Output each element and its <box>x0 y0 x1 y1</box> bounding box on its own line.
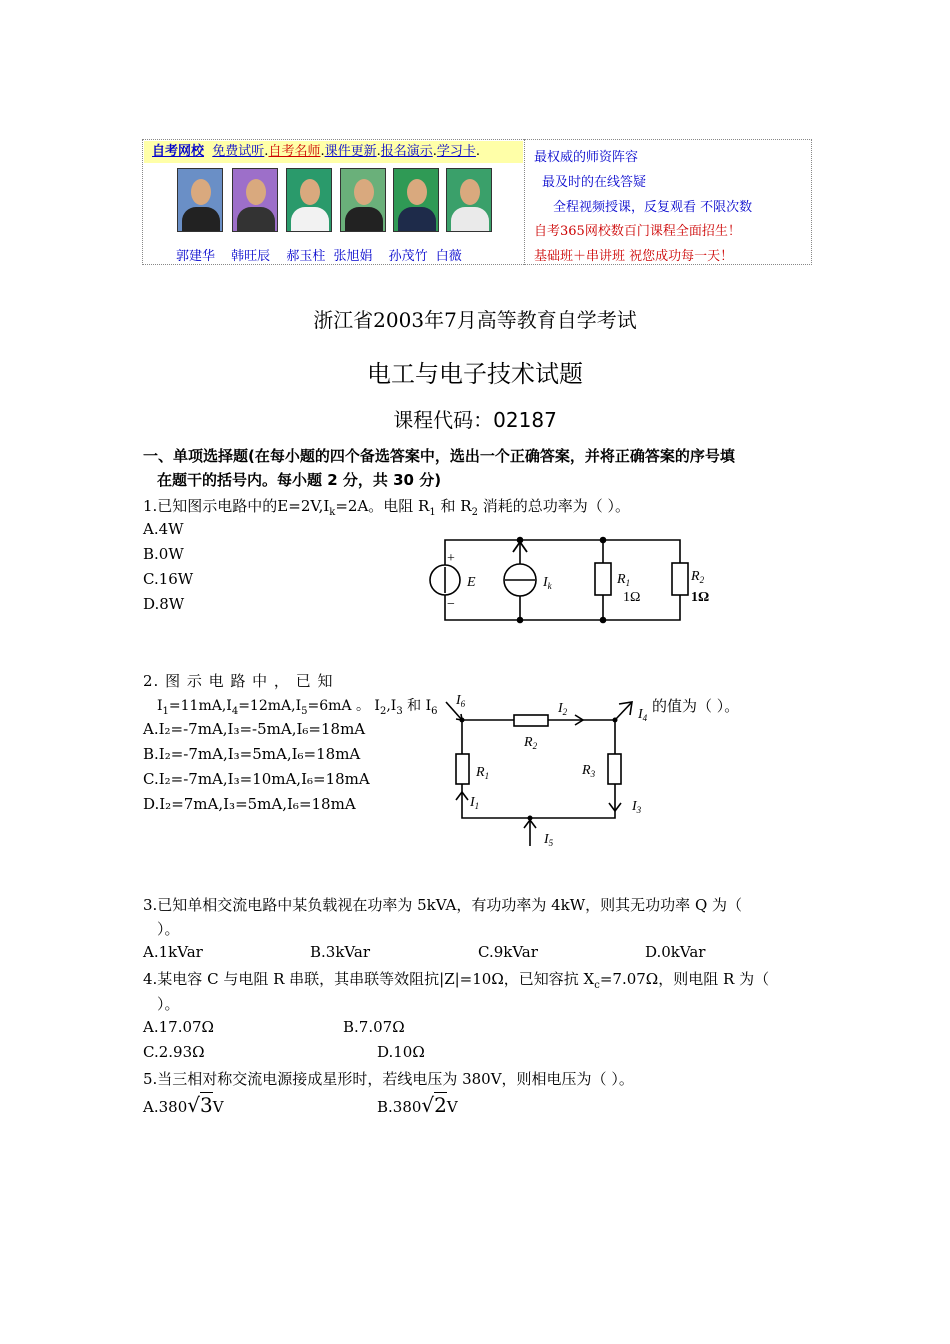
option-c: C.I₂=-7mA,I₃=10mA,I₆=18mA <box>143 770 370 788</box>
circuit-diagram-1 <box>415 530 725 630</box>
link-study-card[interactable]: 学习卡 <box>436 144 476 159</box>
option-a: A.4W <box>143 520 184 538</box>
label-Ik: I <box>543 575 548 590</box>
svg-text:R2: $R_2$ <box>524 735 538 751</box>
question-2-tail: 的值为（ ）。 <box>652 697 740 715</box>
question-3-stem: 3.已知单相交流电路中某负载视在功率为 5kVA，有功功率为 4kW，则其无功功率 Q 为（ <box>143 896 743 914</box>
question-5-stem: 5.当三相对称交流电源接成星形时，若线电压为 380V，则相电压为（ ）。 <box>143 1070 634 1088</box>
question-2-stem: 2. 图 示 电 路 中 ， 已 知 <box>143 672 334 690</box>
question-3-stem-cont: ）。 <box>157 920 180 938</box>
link-zikao-school[interactable]: 自考网校 <box>152 144 205 159</box>
option-b: B.0W <box>143 545 184 563</box>
exam-title: 浙江省2003年7月高等教育自学考试 <box>313 308 637 332</box>
teacher-photo[interactable] <box>446 168 492 232</box>
link-free-trial[interactable]: 免费试听 <box>212 144 265 159</box>
svg-text:R1: $R_1$ <box>617 572 631 588</box>
svg-text:+: + <box>447 551 455 566</box>
banner-slogan: 全程视频授课，反复观看 不限次数 <box>553 200 753 215</box>
teacher-name: 孙茂竹 <box>388 249 428 264</box>
option-b: B.380√2V <box>377 1093 458 1117</box>
svg-text:R2: $R_2$ <box>691 569 705 585</box>
label-E: E <box>467 575 476 590</box>
banner-link-bar: 自考网校 免费试听.自考名师.课件更新.报名演示.学习卡. <box>144 141 523 163</box>
svg-text:I3: $I_3$ <box>632 799 642 815</box>
option-d: D.10Ω <box>377 1043 425 1061</box>
option-a: A.1kVar <box>143 943 203 961</box>
option-b: B.7.07Ω <box>343 1018 405 1036</box>
paper-title: 电工与电子技术试题 <box>367 360 583 388</box>
svg-text:R1: $R_1$ <box>476 765 490 781</box>
link-famous-teachers[interactable]: 自考名师 <box>268 144 321 159</box>
question-4-stem-cont: ）。 <box>157 995 180 1013</box>
option-a: A.380√3V <box>143 1093 224 1117</box>
svg-text:−: − <box>447 597 455 612</box>
section-heading-cont: 在题干的括号内。每小题 2 分，共 30 分) <box>157 471 442 489</box>
option-a: A.I₂=-7mA,I₃=-5mA,I₆=18mA <box>143 720 366 738</box>
label-R1-value: 1Ω <box>623 590 641 605</box>
circuit-diagram-2 <box>440 688 660 853</box>
option-c: C.9kVar <box>478 943 538 961</box>
question-1-stem: 1.已知图示电路中的$E=2V,I_k=2A$。电阻 $R_1$ 和 $R_2$ 消耗的总功率为（ ）。 <box>143 497 630 518</box>
option-d: D.8W <box>143 595 185 613</box>
banner-slogan: 自考365网校数百门课程全面招生！ <box>534 224 741 239</box>
svg-text:I5: $I_5$ <box>544 832 554 848</box>
svg-text:I1: $I_1$ <box>470 795 480 811</box>
svg-text:I6: $I_6$ <box>456 693 466 709</box>
section-heading: 一、单项选择题(在每小题的四个备选答案中，选出一个正确答案，并将正确答案的序号填 <box>143 447 735 465</box>
banner-slogan: 最权威的师资阵容 <box>534 150 639 165</box>
svg-text:R3: $R_3$ <box>582 763 596 779</box>
course-code: 课程代码：02187 <box>393 408 557 432</box>
option-b: B.3kVar <box>310 943 370 961</box>
teacher-name: 郝玉柱 <box>286 249 326 264</box>
teacher-name: 郭建华 <box>176 249 216 264</box>
teacher-name: 韩旺辰 <box>231 249 271 264</box>
banner-slogan: 最及时的在线答疑 <box>542 175 647 190</box>
teacher-photo[interactable] <box>177 168 223 232</box>
teacher-name: 张旭娟 <box>333 249 373 264</box>
svg-text:Ik: $I_k$ <box>543 575 552 591</box>
question-4-stem: 4.某电容 C 与电阻 R 串联，其串联等效阻抗|Z|=10Ω，已知容抗 $X_c=7.07\Omega$，则电阻 R 为（ <box>143 970 770 991</box>
teacher-name: 白薇 <box>435 249 462 264</box>
option-a: A.17.07Ω <box>143 1018 214 1036</box>
question-2-given: $I_1=11mA,I_4=12mA,I_5=6mA$ 。 $I_2,I_3$ 和 $I_6$ <box>157 698 438 717</box>
label-R2-value: 1Ω <box>691 590 710 605</box>
banner-slogan: 基础班＋串讲班 祝您成功每一天！ <box>534 249 734 264</box>
teacher-photo[interactable] <box>340 168 386 232</box>
teacher-photo[interactable] <box>232 168 278 232</box>
link-signup-demo[interactable]: 报名演示 <box>380 144 433 159</box>
teacher-names <box>176 245 474 264</box>
svg-text:I4: $I_4$ <box>638 707 648 723</box>
teacher-photo[interactable] <box>393 168 439 232</box>
option-d: D.0kVar <box>645 943 706 961</box>
option-c: C.2.93Ω <box>143 1043 205 1061</box>
link-course-update[interactable]: 课件更新 <box>324 144 377 159</box>
label-R2: R <box>691 569 700 584</box>
option-b: B.I₂=-7mA,I₃=5mA,I₆=18mA <box>143 745 361 763</box>
option-c: C.16W <box>143 570 194 588</box>
teacher-photo[interactable] <box>286 168 332 232</box>
option-d: D.I₂=7mA,I₃=5mA,I₆=18mA <box>143 795 356 813</box>
svg-text:I2: $I_2$ <box>558 701 568 717</box>
label-R1: R <box>617 572 626 587</box>
